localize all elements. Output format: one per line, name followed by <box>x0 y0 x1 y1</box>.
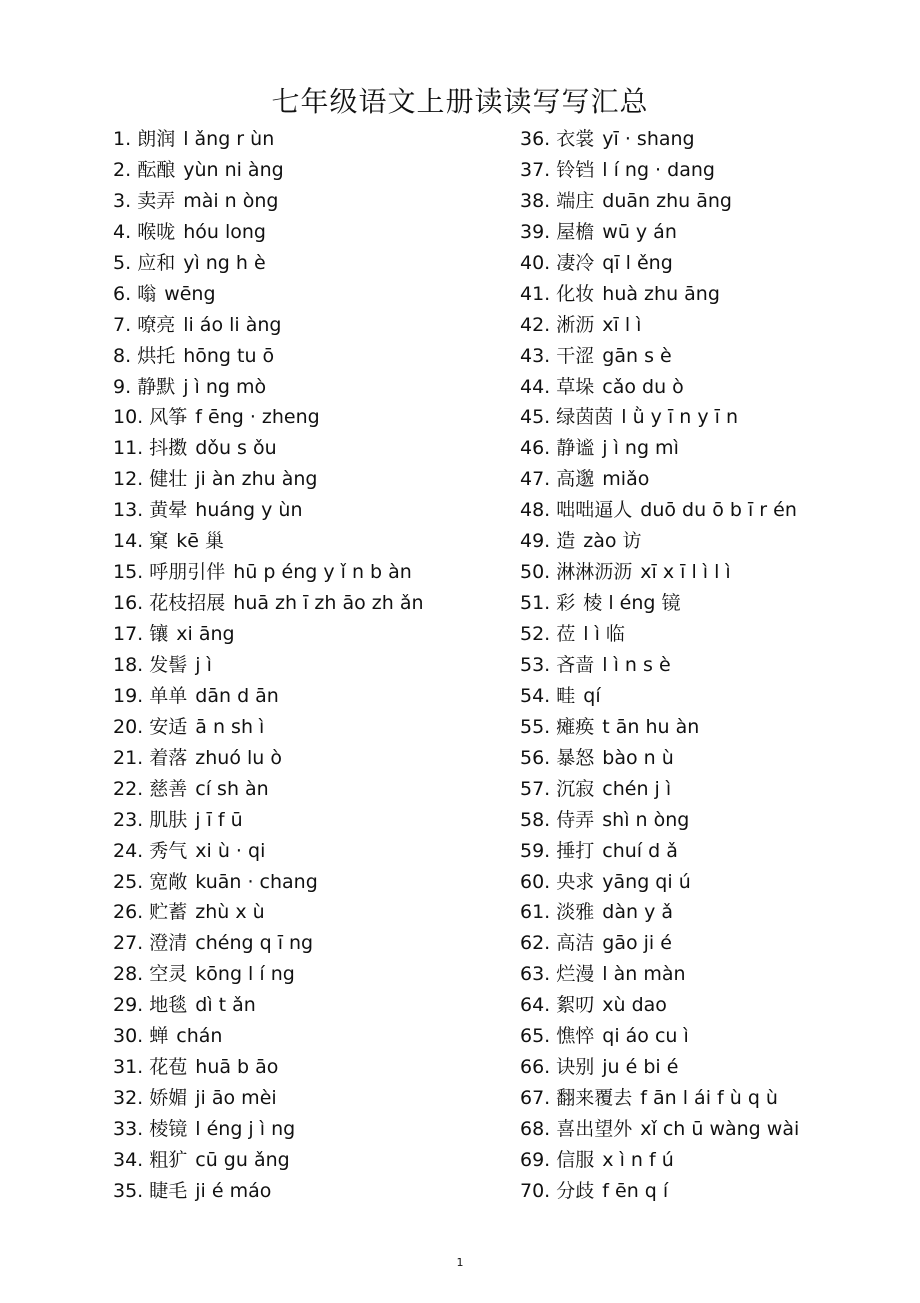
item-pinyin: zhù x ù <box>195 901 265 924</box>
item-number: 15. <box>113 561 144 584</box>
item-pinyin: duō du ō b ī r én <box>640 499 797 522</box>
item-word: 造 <box>556 530 576 553</box>
item-pinyin: xi āng <box>176 623 235 645</box>
list-item <box>113 155 424 186</box>
list-item <box>520 433 799 464</box>
list-item <box>520 1052 799 1083</box>
item-number: 36. <box>520 128 551 150</box>
list-item <box>520 402 799 433</box>
item-number: 22. <box>113 777 144 800</box>
list-item <box>520 248 799 279</box>
item-pinyin: chán <box>176 1025 223 1048</box>
item-word: 花苞 <box>149 1056 188 1079</box>
item-word: 沉寂 <box>556 777 595 800</box>
item-number: 9. <box>113 375 132 398</box>
item-number: 70. <box>520 1179 551 1202</box>
item-pinyin: li áo li àng <box>183 313 282 336</box>
item-word: 畦 <box>556 684 576 707</box>
item-number: 63. <box>520 963 551 986</box>
item-pinyin: chéng q ī ng <box>195 932 314 955</box>
list-item <box>113 464 424 495</box>
list-item <box>113 310 424 341</box>
item-number: 50. <box>520 561 551 584</box>
item-number: 59. <box>520 839 551 862</box>
item-number: 16. <box>113 592 144 615</box>
item-pinyin: j ì <box>195 653 212 676</box>
item-number: 52. <box>520 623 551 645</box>
item-pinyin: ji āo mèi <box>195 1087 277 1110</box>
list-item <box>113 681 424 712</box>
list-item <box>520 155 799 186</box>
item-word: 喉咙 <box>137 220 176 243</box>
item-word: 铃铛 <box>556 158 595 181</box>
item-number: 24. <box>113 839 144 862</box>
item-word: 澄清 <box>149 932 188 955</box>
item-number: 12. <box>113 468 144 491</box>
list-item <box>520 186 799 217</box>
item-number: 1. <box>113 128 132 150</box>
item-pinyin: gāo ji é <box>602 932 672 955</box>
item-word: 吝啬 <box>556 653 595 676</box>
list-item <box>520 526 799 557</box>
list-item <box>520 341 799 372</box>
item-word: 着落 <box>149 746 188 769</box>
item-word: 高邈 <box>556 468 595 491</box>
item-word: 絮叨 <box>556 994 595 1017</box>
item-pinyin: l éng j ì ng <box>195 1118 296 1140</box>
item-number: 42. <box>520 313 551 336</box>
item-word: 莅 <box>556 623 576 645</box>
list-item <box>520 588 799 619</box>
item-word: 淅沥 <box>556 313 595 336</box>
list-item <box>113 928 424 959</box>
item-word: 空灵 <box>149 963 188 986</box>
item-number: 37. <box>520 158 551 181</box>
list-item <box>113 959 424 990</box>
item-number: 45. <box>520 406 551 429</box>
item-number: 61. <box>520 901 551 924</box>
item-pinyin: wēng <box>164 282 216 305</box>
item-word: 卖弄 <box>137 189 176 212</box>
item-pinyin: dàn y ǎ <box>602 901 673 924</box>
list-item <box>520 712 799 743</box>
item-number: 67. <box>520 1087 551 1110</box>
item-word: 窠 <box>149 530 169 553</box>
list-item <box>113 495 424 526</box>
item-pinyin: yī · shang <box>602 128 695 150</box>
item-number: 58. <box>520 808 551 831</box>
list-item <box>113 588 424 619</box>
item-word: 贮蓄 <box>149 901 188 924</box>
list-item <box>520 1145 799 1176</box>
item-word: 宽敞 <box>149 870 188 893</box>
item-pinyin: kē 巢 <box>176 530 225 553</box>
item-number: 33. <box>113 1118 144 1140</box>
item-word: 彩 <box>556 592 576 615</box>
item-pinyin: cí sh àn <box>195 777 269 800</box>
list-item <box>520 1021 799 1052</box>
list-item <box>113 279 424 310</box>
list-item <box>520 1114 799 1145</box>
item-word: 嘹亮 <box>137 313 176 336</box>
item-word: 蝉 <box>149 1025 169 1048</box>
item-pinyin: l ǎng r ùn <box>183 128 275 150</box>
item-number: 5. <box>113 251 132 274</box>
item-word: 健壮 <box>149 468 188 491</box>
item-pinyin: l àn màn <box>602 963 686 986</box>
item-word: 地毯 <box>149 994 188 1017</box>
item-word: 凄冷 <box>556 251 595 274</box>
list-item <box>520 681 799 712</box>
item-pinyin: chuí d ǎ <box>602 839 678 862</box>
list-item <box>520 805 799 836</box>
item-number: 8. <box>113 344 132 367</box>
item-word: 秀气 <box>149 839 188 862</box>
list-item <box>113 557 424 588</box>
list-item <box>520 836 799 867</box>
item-word: 粗犷 <box>149 1148 188 1171</box>
item-pinyin: f ēng · zheng <box>195 406 320 429</box>
list-item <box>520 897 799 928</box>
list-item <box>113 1114 424 1145</box>
item-number: 11. <box>113 437 144 460</box>
item-word: 酝酿 <box>137 158 176 181</box>
item-pinyin: chén j ì <box>602 777 672 800</box>
item-pinyin: yùn ni àng <box>183 158 284 181</box>
item-number: 55. <box>520 715 551 738</box>
item-word: 咄咄逼人 <box>556 499 633 522</box>
item-pinyin: hū p éng y ǐ n b àn <box>233 561 412 584</box>
item-pinyin: xī x ī l ì l ì <box>640 561 731 584</box>
list-item <box>520 279 799 310</box>
item-pinyin: yì ng h è <box>183 251 266 274</box>
list-item <box>113 743 424 774</box>
item-pinyin: duān zhu āng <box>602 189 732 212</box>
item-number: 20. <box>113 715 144 738</box>
list-item <box>113 217 424 248</box>
item-word: 高洁 <box>556 932 595 955</box>
item-number: 48. <box>520 499 551 522</box>
item-pinyin: qī l ěng <box>602 251 673 274</box>
list-item <box>520 990 799 1021</box>
list-item <box>520 743 799 774</box>
item-number: 6. <box>113 282 132 305</box>
item-word: 绿茵茵 <box>556 406 614 429</box>
item-pinyin: xù dao <box>602 994 667 1017</box>
item-number: 19. <box>113 684 144 707</box>
item-word: 呼朋引伴 <box>149 561 226 584</box>
list-item <box>113 402 424 433</box>
item-number: 34. <box>113 1148 144 1171</box>
item-word: 朗润 <box>137 128 176 150</box>
word-list-right-column <box>520 124 799 1207</box>
item-pinyin: j ì ng mì <box>602 437 679 460</box>
item-number: 29. <box>113 994 144 1017</box>
list-item <box>520 650 799 681</box>
item-number: 2. <box>113 158 132 181</box>
item-pinyin: ju é bi é <box>602 1056 679 1079</box>
item-pinyin: j ī f ū <box>195 808 243 831</box>
item-word: 屋檐 <box>556 220 595 243</box>
item-word: 风筝 <box>149 406 188 429</box>
item-pinyin: huā zh ī zh āo zh ǎn <box>233 592 424 615</box>
item-number: 46. <box>520 437 551 460</box>
list-item <box>113 836 424 867</box>
item-word: 应和 <box>137 251 176 274</box>
list-item <box>113 433 424 464</box>
item-number: 40. <box>520 251 551 274</box>
list-item <box>113 897 424 928</box>
item-word: 央求 <box>556 870 595 893</box>
item-pinyin: dì t ǎn <box>195 994 256 1017</box>
item-number: 18. <box>113 653 144 676</box>
item-number: 21. <box>113 746 144 769</box>
item-word: 诀别 <box>556 1056 595 1079</box>
list-item <box>520 1083 799 1114</box>
list-item <box>520 619 799 650</box>
item-pinyin: qi áo cu ì <box>602 1025 689 1048</box>
item-number: 65. <box>520 1025 551 1048</box>
item-pinyin: l ì 临 <box>583 623 625 645</box>
list-item <box>520 557 799 588</box>
item-word: 安适 <box>149 715 188 738</box>
list-item <box>520 310 799 341</box>
item-number: 41. <box>520 282 551 305</box>
item-number: 3. <box>113 189 132 212</box>
item-number: 30. <box>113 1025 144 1048</box>
item-pinyin: kōng l í ng <box>195 963 295 986</box>
item-word: 捶打 <box>556 839 595 862</box>
item-pinyin: zhuó lu ò <box>195 746 282 769</box>
list-item <box>113 526 424 557</box>
item-number: 53. <box>520 653 551 676</box>
item-pinyin: mài n òng <box>183 189 279 212</box>
item-pinyin: 棱 l éng 镜 <box>583 592 681 615</box>
item-pinyin: kuān · chang <box>195 870 318 893</box>
item-pinyin: xī l ì <box>602 313 642 336</box>
item-number: 26. <box>113 901 144 924</box>
list-item <box>113 867 424 898</box>
item-number: 60. <box>520 870 551 893</box>
item-pinyin: hōng tu ō <box>183 344 275 367</box>
list-item <box>520 928 799 959</box>
item-word: 暴怒 <box>556 746 595 769</box>
item-number: 39. <box>520 220 551 243</box>
item-number: 64. <box>520 994 551 1017</box>
item-pinyin: wū y án <box>602 220 677 243</box>
item-word: 娇媚 <box>149 1087 188 1110</box>
item-word: 睫毛 <box>149 1179 188 1202</box>
item-word: 发髻 <box>149 653 188 676</box>
item-number: 57. <box>520 777 551 800</box>
item-word: 草垛 <box>556 375 595 398</box>
item-number: 44. <box>520 375 551 398</box>
item-pinyin: ji àn zhu àng <box>195 468 318 491</box>
list-item <box>113 1083 424 1114</box>
item-pinyin: ā n sh ì <box>195 715 265 738</box>
item-word: 静默 <box>137 375 176 398</box>
item-number: 66. <box>520 1056 551 1079</box>
item-number: 32. <box>113 1087 144 1110</box>
item-pinyin: zào 访 <box>583 530 642 553</box>
item-word: 烘托 <box>137 344 176 367</box>
item-word: 翻来覆去 <box>556 1087 633 1110</box>
item-number: 56. <box>520 746 551 769</box>
item-word: 单单 <box>149 684 188 707</box>
list-item <box>113 1052 424 1083</box>
item-number: 62. <box>520 932 551 955</box>
list-item <box>113 186 424 217</box>
item-word: 淡雅 <box>556 901 595 924</box>
page-number: 1 <box>456 1256 464 1269</box>
word-list-left-column <box>113 124 424 1207</box>
list-item <box>113 248 424 279</box>
item-word: 抖擞 <box>149 437 188 460</box>
item-number: 54. <box>520 684 551 707</box>
item-pinyin: xǐ ch ū wàng wài <box>640 1118 800 1140</box>
item-number: 69. <box>520 1148 551 1171</box>
item-word: 慈善 <box>149 777 188 800</box>
item-number: 47. <box>520 468 551 491</box>
item-pinyin: f ān l ái f ù q ù <box>640 1087 778 1110</box>
item-word: 信服 <box>556 1148 595 1171</box>
item-pinyin: qí <box>583 684 601 707</box>
item-pinyin: dǒu s ǒu <box>195 437 277 460</box>
item-pinyin: hóu long <box>183 220 266 243</box>
list-item <box>113 650 424 681</box>
list-item <box>520 867 799 898</box>
item-number: 49. <box>520 530 551 553</box>
item-word: 衣裳 <box>556 128 595 150</box>
item-number: 13. <box>113 499 144 522</box>
item-pinyin: l ì n s è <box>602 653 671 676</box>
item-pinyin: l ǜ y ī n y ī n <box>621 406 739 429</box>
list-item <box>520 217 799 248</box>
item-pinyin: gān s è <box>602 344 672 367</box>
list-item <box>113 372 424 403</box>
list-item <box>520 495 799 526</box>
page-title: 七年级语文上册读读写写汇总 <box>271 85 649 118</box>
item-pinyin: j ì ng mò <box>183 375 267 398</box>
item-pinyin: yāng qi ú <box>602 870 691 893</box>
item-pinyin: l í ng · dang <box>602 158 715 181</box>
item-pinyin: ji é máo <box>195 1179 272 1202</box>
item-pinyin: x ì n f ú <box>602 1148 674 1171</box>
item-pinyin: cǎo du ò <box>602 375 684 398</box>
item-number: 51. <box>520 592 551 615</box>
list-item <box>113 712 424 743</box>
item-pinyin: cū gu ǎng <box>195 1148 290 1171</box>
list-item <box>113 805 424 836</box>
item-word: 化妆 <box>556 282 595 305</box>
list-item <box>113 124 424 155</box>
item-pinyin: miǎo <box>602 468 650 491</box>
item-pinyin: huáng y ùn <box>195 499 303 522</box>
item-pinyin: huā b āo <box>195 1056 279 1079</box>
item-word: 花枝招展 <box>149 592 226 615</box>
item-number: 27. <box>113 932 144 955</box>
list-item <box>520 124 799 155</box>
item-word: 侍弄 <box>556 808 595 831</box>
list-item <box>520 464 799 495</box>
item-word: 分歧 <box>556 1179 595 1202</box>
item-pinyin: shì n òng <box>602 808 690 831</box>
item-number: 4. <box>113 220 132 243</box>
item-word: 端庄 <box>556 189 595 212</box>
item-number: 43. <box>520 344 551 367</box>
list-item <box>113 341 424 372</box>
list-item <box>113 990 424 1021</box>
item-word: 嗡 <box>137 282 157 305</box>
item-number: 35. <box>113 1179 144 1202</box>
item-number: 31. <box>113 1056 144 1079</box>
item-number: 23. <box>113 808 144 831</box>
list-item <box>520 959 799 990</box>
item-number: 10. <box>113 406 144 429</box>
item-number: 38. <box>520 189 551 212</box>
item-number: 68. <box>520 1118 551 1140</box>
item-word: 憔悴 <box>556 1025 595 1048</box>
item-word: 喜出望外 <box>556 1118 633 1140</box>
item-number: 7. <box>113 313 132 336</box>
item-word: 淋淋沥沥 <box>556 561 633 584</box>
item-number: 28. <box>113 963 144 986</box>
item-pinyin: bào n ù <box>602 746 674 769</box>
item-word: 棱镜 <box>149 1118 188 1140</box>
list-item <box>113 619 424 650</box>
list-item <box>113 1021 424 1052</box>
item-pinyin: huà zhu āng <box>602 282 720 305</box>
item-word: 镶 <box>149 623 169 645</box>
item-pinyin: dān d ān <box>195 684 279 707</box>
item-pinyin: xi ù · qi <box>195 839 266 862</box>
list-item <box>520 774 799 805</box>
list-item <box>113 1145 424 1176</box>
item-word: 静谧 <box>556 437 595 460</box>
list-item <box>520 372 799 403</box>
item-word: 瘫痪 <box>556 715 595 738</box>
list-item <box>113 774 424 805</box>
item-pinyin: t ān hu àn <box>602 715 700 738</box>
list-item <box>113 1176 424 1207</box>
item-word: 黄晕 <box>149 499 188 522</box>
item-number: 14. <box>113 530 144 553</box>
list-item <box>520 1176 799 1207</box>
item-word: 烂漫 <box>556 963 595 986</box>
item-number: 17. <box>113 623 144 645</box>
item-pinyin: f ēn q í <box>602 1179 669 1202</box>
item-number: 25. <box>113 870 144 893</box>
item-word: 肌肤 <box>149 808 188 831</box>
item-word: 干涩 <box>556 344 595 367</box>
